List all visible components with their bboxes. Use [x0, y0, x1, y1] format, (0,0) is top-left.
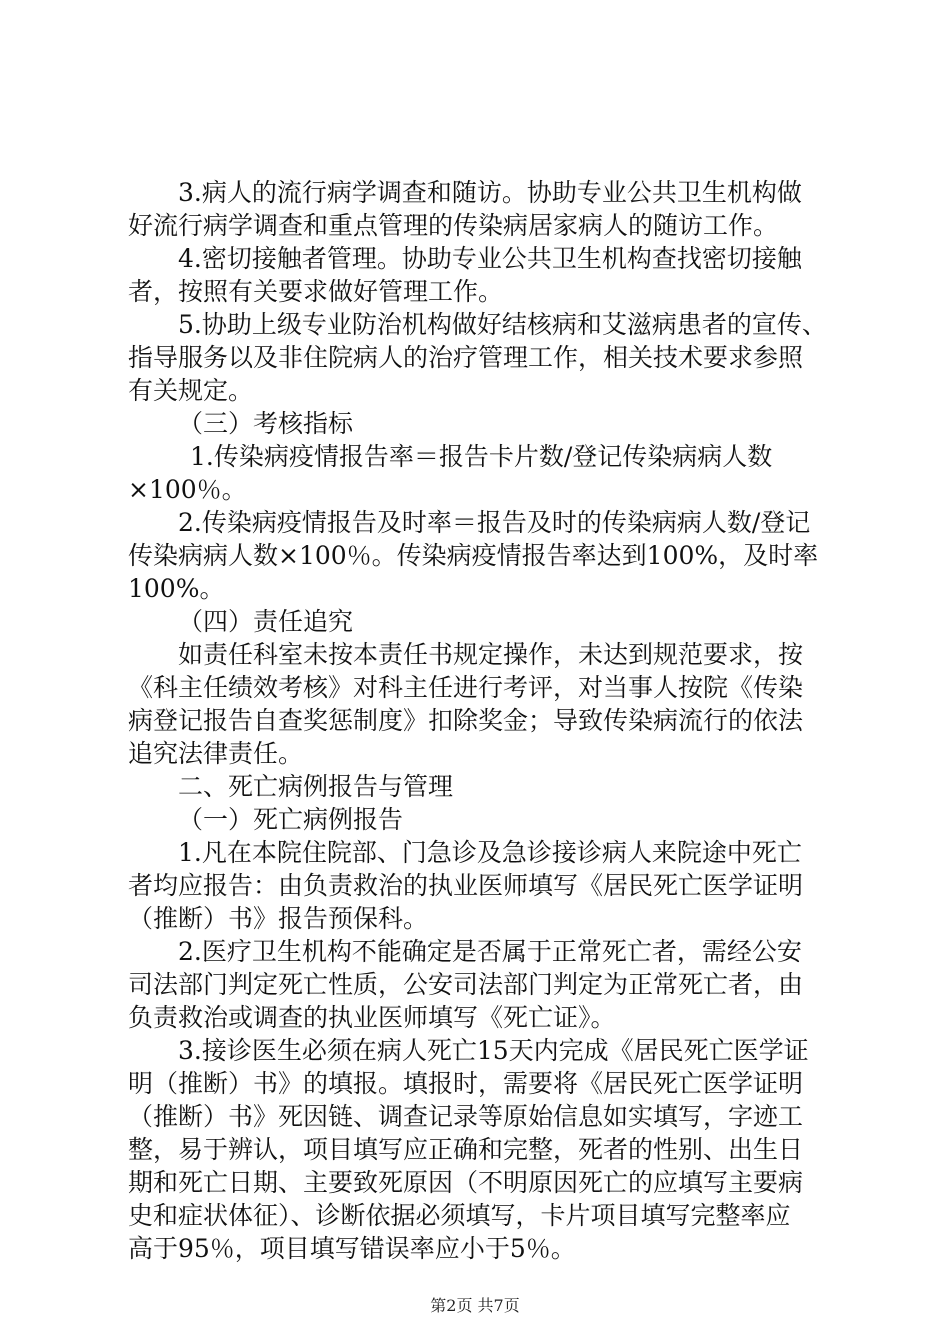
text-line-23: （推断）书》报告预保科。: [128, 904, 429, 933]
section-heading-one: （一）死亡病例报告: [178, 805, 404, 834]
text-line-2: 好流行病学调查和重点管理的传染病居家病人的随访工作。: [128, 211, 779, 240]
text-line-15: 如责任科室未按本责任书规定操作，未达到规范要求，按: [178, 640, 804, 669]
page-number-footer: 第2页 共7页: [430, 1296, 520, 1315]
section-heading-four: （四）责任追究: [178, 607, 354, 636]
section-heading-three: （三）考核指标: [178, 409, 354, 438]
text-line-29: （推断）书》死因链、调查记录等原始信息如实填写，字迹工: [128, 1102, 804, 1131]
text-line-9: 1.传染病疫情报告率＝报告卡片数/登记传染病病人数: [190, 442, 773, 471]
text-line-25: 司法部门判定死亡性质，公安司法部门判定为正常死亡者，由: [128, 970, 804, 999]
text-line-26: 负责救治或调查的执业医师填写《死亡证》。: [128, 1003, 616, 1032]
text-line-18: 追究法律责任。: [128, 739, 304, 768]
text-line-27: 3.接诊医生必须在病人死亡15天内完成《居民死亡医学证: [178, 1036, 809, 1065]
text-line-21: 1.凡在本院住院部、门急诊及急诊接诊病人来院途中死亡: [178, 838, 802, 867]
text-line-33: 高于95％，项目填写错误率应小于5％。: [128, 1234, 576, 1263]
text-line-13: 100%。: [128, 574, 225, 603]
text-line-3: 4.密切接触者管理。协助专业公共卫生机构查找密切接触: [178, 244, 802, 273]
text-line-16: 《科主任绩效考核》对科主任进行考评，对当事人按院《传染: [128, 673, 804, 702]
text-line-22: 者均应报告：由负责救治的执业医师填写《居民死亡医学证明: [128, 871, 804, 900]
text-line-4: 者，按照有关要求做好管理工作。: [128, 277, 504, 306]
text-line-24: 2.医疗卫生机构不能确定是否属于正常死亡者，需经公安: [178, 937, 802, 966]
section-heading-two: 二、死亡病例报告与管理: [178, 772, 454, 801]
text-line-7: 有关规定。: [128, 376, 254, 405]
text-line-30: 整，易于辨认，项目填写应正确和完整，死者的性别、出生日: [128, 1135, 804, 1164]
text-line-6: 指导服务以及非住院病人的治疗管理工作，相关技术要求参照: [128, 343, 804, 372]
text-line-5: 5.协助上级专业防治机构做好结核病和艾滋病患者的宣传、: [178, 310, 827, 339]
text-line-10: ×100％。: [128, 475, 247, 504]
text-line-12: 传染病病人数×100％。传染病疫情报告率达到100%，及时率: [128, 541, 819, 570]
text-line-31: 期和死亡日期、主要致死原因（不明原因死亡的应填写主要病: [128, 1168, 804, 1197]
text-line-28: 明（推断）书》的填报。填报时，需要将《居民死亡医学证明: [128, 1069, 804, 1098]
text-line-11: 2.传染病疫情报告及时率＝报告及时的传染病病人数/登记: [178, 508, 811, 537]
text-line-1: 3.病人的流行病学调查和随访。协助专业公共卫生机构做: [178, 178, 802, 207]
text-line-17: 病登记报告自查奖惩制度》扣除奖金；导致传染病流行的依法: [128, 706, 804, 735]
text-line-32: 史和症状体征）、诊断依据必须填写，卡片项目填写完整率应: [128, 1201, 791, 1230]
